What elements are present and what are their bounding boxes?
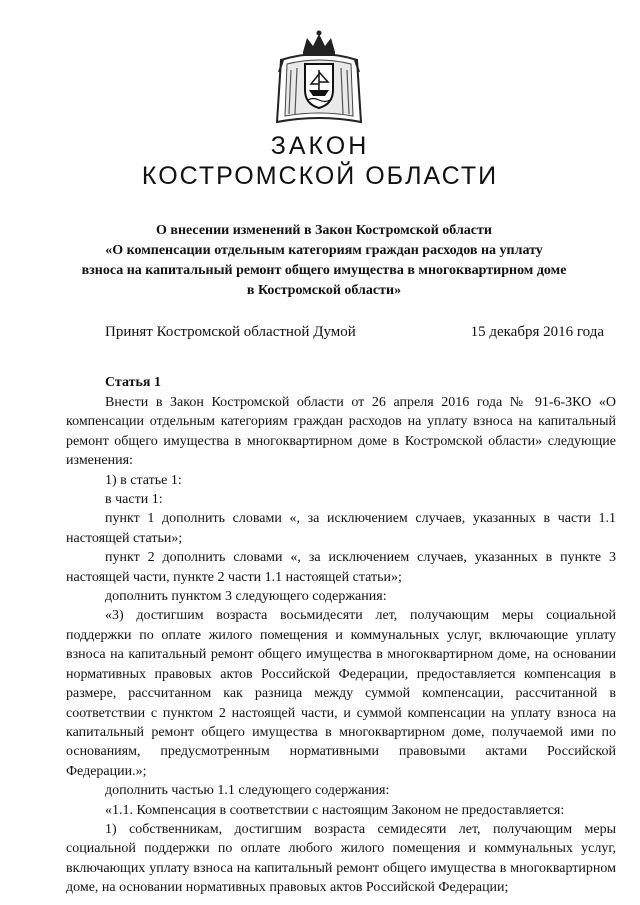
paragraph: «3) достигшим возраста восьмидесяти лет, получающим меры социальной поддержки по оплате жилого помещения и коммунальных услуг, включающие уплату взноса на капитальный ремонт общего имущества в многоквартирном доме, на основании нормативных правовых актов Российской Федерации, предоставляется компенсация в размере, рассчитанном как разница между суммой компенсации, рассчитанной в соответствии с пунктом 2 настоящей части, и суммой компенсации на уплату взноса на капитальный ремонт общего имущества в многоквартирном доме, получаемой ими по основаниям, предусмотренным нормативными правовыми актами Российской Федерации.»; [66, 608, 616, 779]
paragraph: пункт 1 дополнить словами «, за исключением случаев, указанных в части 1.1 настоящей статьи»; [66, 511, 616, 546]
article-body [66, 393, 616, 898]
paragraph: дополнить частью 1.1 следующего содержания: [105, 783, 390, 799]
paragraph: пункт 2 дополнить словами «, за исключением случаев, указанных в пункте 3 настоящей части, пункте 2 части 1.1 настоящей статьи»; [66, 550, 616, 585]
article-heading: Статья 1 [105, 375, 161, 390]
subtitle-line: взноса на капитальный ремонт общего имущества в многоквартирном доме [81, 263, 567, 278]
subtitle-line: «О компенсации отдельным категориям граждан расходов на уплату [105, 243, 543, 258]
paragraph: дополнить пунктом 3 следующего содержания: [105, 589, 387, 605]
region-title: КОСТРОМСКОЙ ОБЛАСТИ [141, 162, 499, 190]
paragraph: Внести в Закон Костромской области от 26 апреля 2016 года № 91-6-ЗКО «О компенсации отдельным категориям граждан расходов на уплату взноса на капитальный ремонт общего имущества в многоквартирном доме в Костромской области» следующие изменения: [66, 395, 616, 469]
paragraph: «1.1. Компенсация в соответствии с настоящим Законом не предоставляется: [105, 802, 565, 818]
subtitle-line: в Костромской области» [246, 283, 402, 298]
law-subtitle [60, 221, 588, 301]
law-title: ЗАКОН [270, 132, 370, 160]
paragraph: в части 1: [105, 492, 163, 508]
paragraph: 1) собственникам, достигшим возраста семидесяти лет, получающим меры социальной поддержки по оплате любого жилого помещения и коммунальных услуг, включающих уплату взноса на капитальный ремонт общего имущества в многоквартирном доме, на основании нормативных правовых актов Российской Федерации; [66, 821, 616, 896]
paragraph: 1) в статье 1: [105, 472, 182, 488]
subtitle-line: О внесении изменений в Закон Костромской области [156, 223, 492, 238]
kostroma-coat-of-arms-icon [273, 30, 365, 126]
adopted-date: 15 декабря 2016 года [470, 324, 604, 340]
adopted-by: Принят Костромской областной Думой [105, 324, 356, 340]
